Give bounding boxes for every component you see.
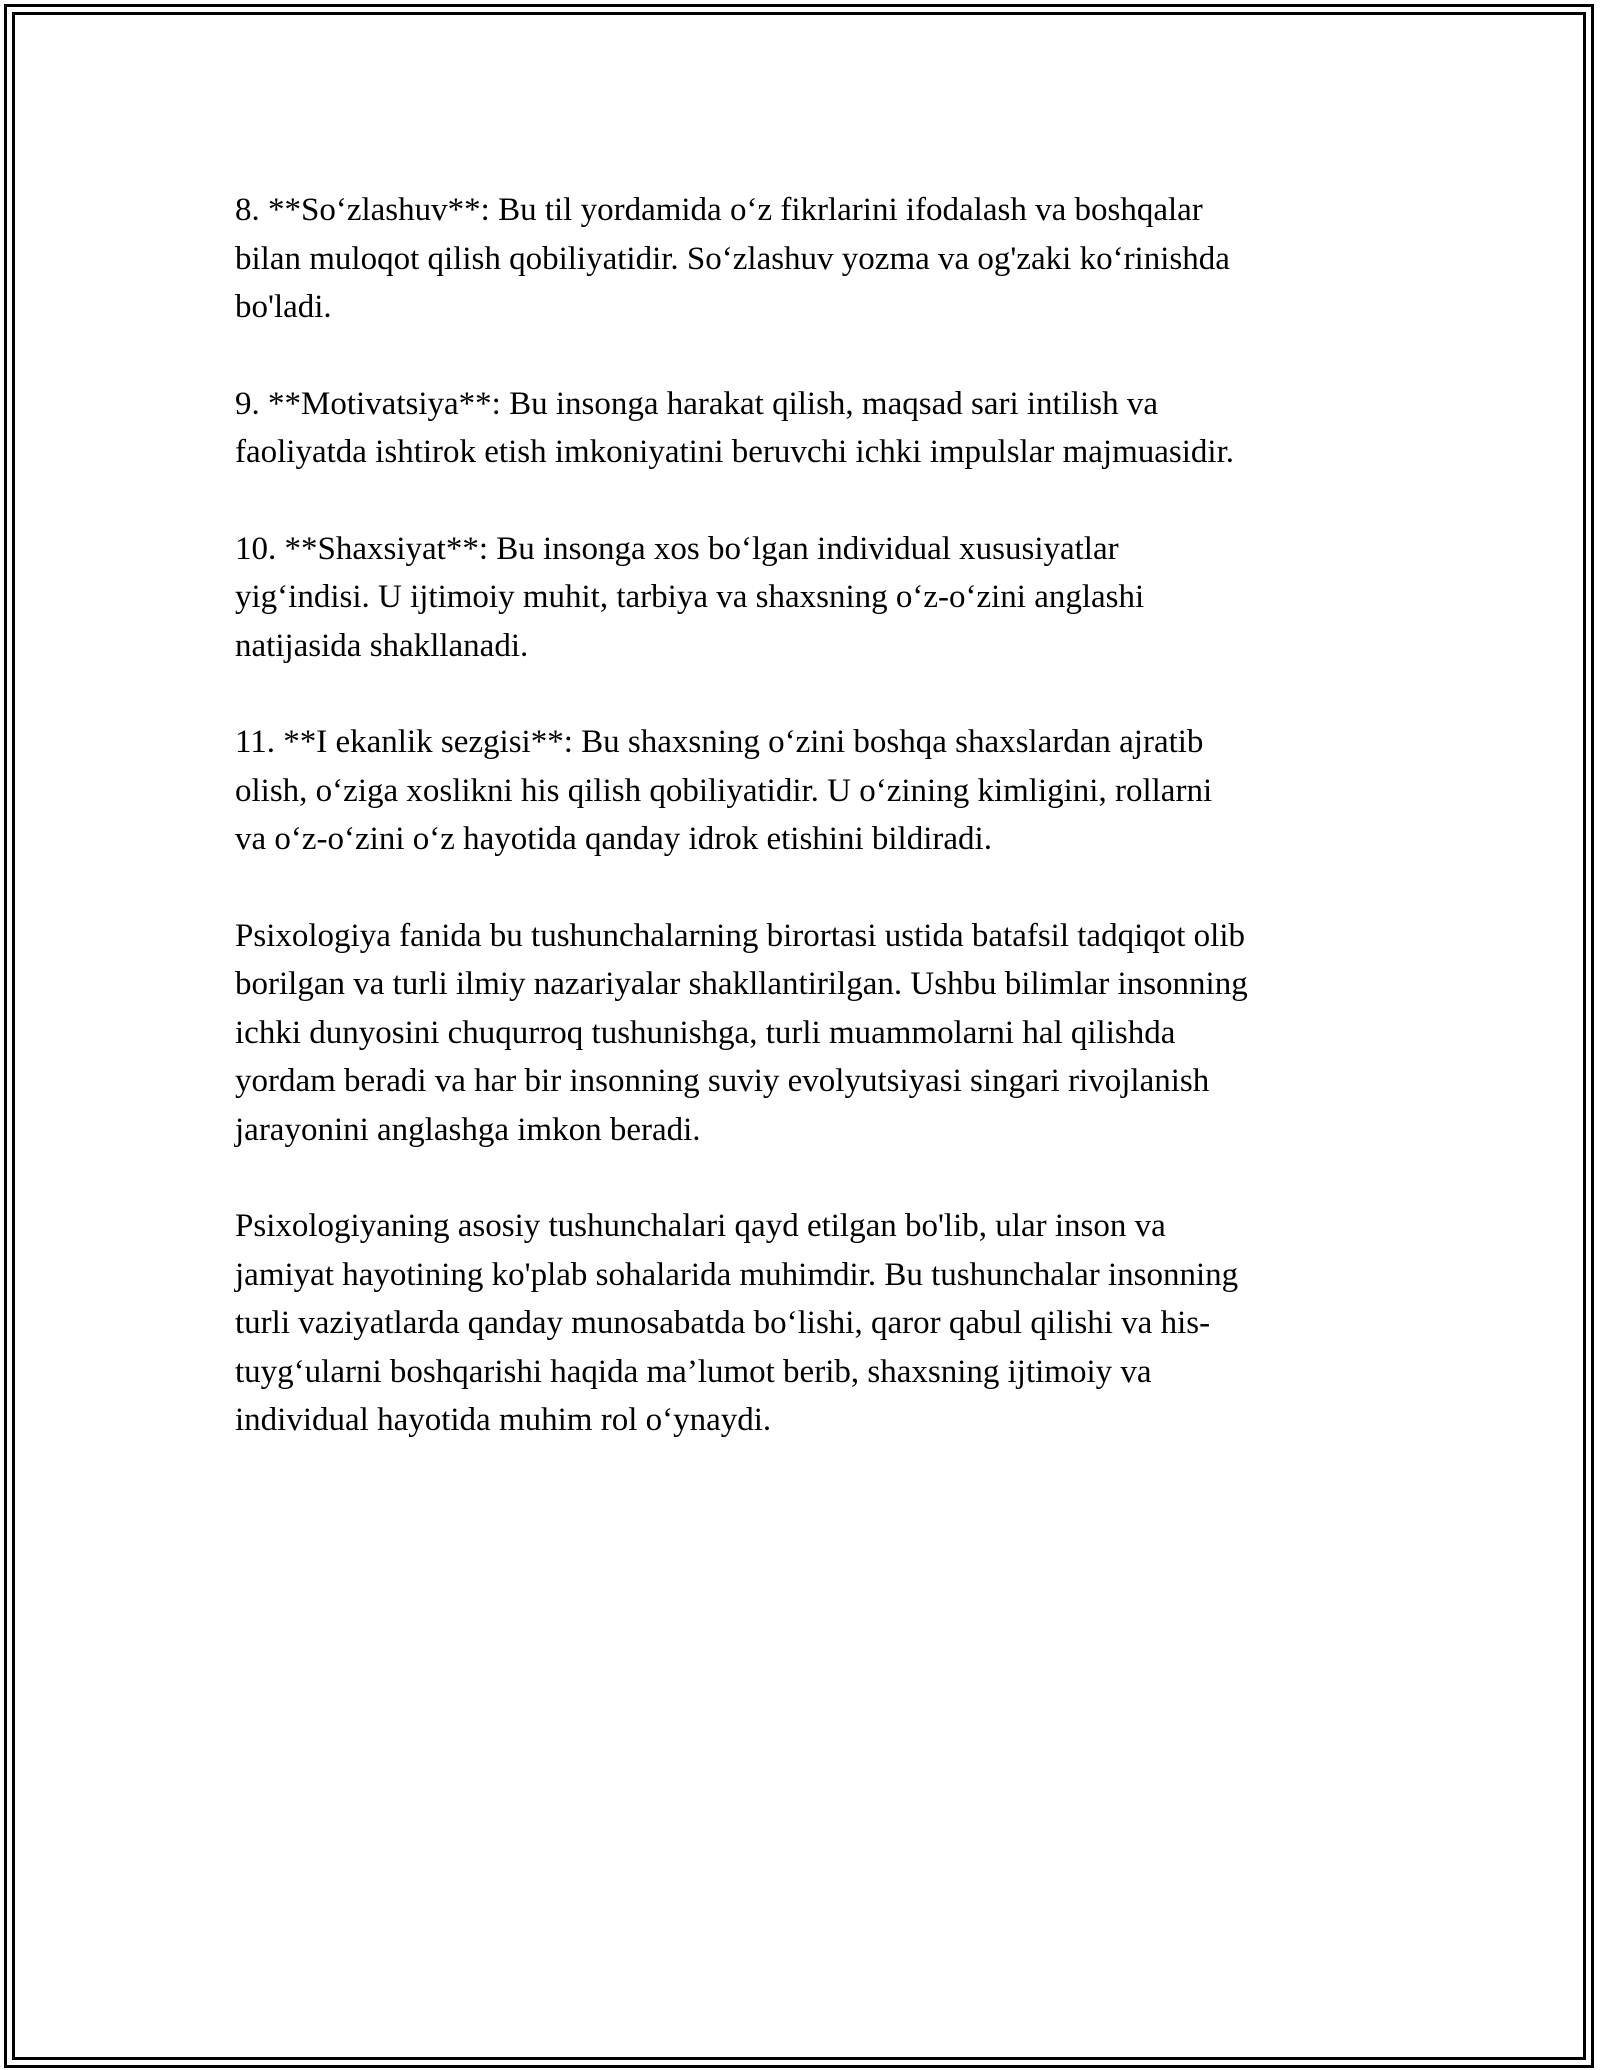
text-line: olish, o‘ziga xoslikni his qilish qobiliyatidir. U o‘zining kimligini, rollarni (235, 772, 1213, 809)
paragraph-shaxsiyat (235, 525, 1365, 671)
text-line: yordam beradi va har bir insonning suviy evolyutsiyasi singari rivojlanish (235, 1063, 1210, 1099)
text-line: ichki dunyosini chuqurroq tushunishga, turli muammolarni hal qilishda (235, 1014, 1176, 1051)
paragraph-motivatsiya (235, 380, 1365, 477)
text-line: Psixologiya fanida bu tushunchalarning birortasi ustida batafsil tadqiqot olib (235, 917, 1245, 954)
text-line: 8. **So‘zlashuv**: Bu til yordamida o‘z fikrlarini ifodalash va boshqalar (235, 192, 1203, 228)
text-line: bo'ladi. (235, 289, 332, 325)
text-line: yig‘indisi. U ijtimoiy muhit, tarbiya va shaxsning o‘z-o‘zini anglashi (235, 579, 1145, 615)
text-line: jarayonini anglashga imkon beradi. (235, 1111, 701, 1148)
text-line: bilan muloqot qilish qobiliyatidir. So‘zlashuv yozma va og'zaki ko‘rinishda (235, 240, 1230, 277)
text-line: jamiyat hayotining ko'plab sohalarida muhimdir. Bu tushunchalar insonning (235, 1256, 1239, 1293)
paragraph-conclusion (235, 1202, 1365, 1445)
text-line: borilgan va turli ilmiy nazariyalar shakllantirilgan. Ushbu bilimlar insonning (235, 966, 1248, 1002)
text-line: tuyg‘ularni boshqarishi haqida ma’lumot berib, shaxsning ijtimoiy va (235, 1353, 1152, 1390)
text-line: turli vaziyatlarda qanday munosabatda bo‘lishi, qaror qabul qilishi va his- (235, 1305, 1211, 1341)
paragraph-sozlashuv (235, 186, 1365, 332)
text-line: 10. **Shaxsiyat**: Bu insonga xos bo‘lgan individual xususiyatlar (235, 530, 1119, 567)
text-line: natijasida shakllanadi. (235, 627, 529, 664)
text-line: va o‘z-o‘zini o‘z hayotida qanday idrok etishini bildiradi. (235, 821, 992, 857)
text-line: 11. **I ekanlik sezgisi**: Bu shaxsning o‘zini boshqa shaxslardan ajratib (235, 724, 1204, 760)
text-line: 9. **Motivatsiya**: Bu insonga harakat qilish, maqsad sari intilish va (235, 385, 1158, 422)
paragraph-psixologiya-fanida (235, 912, 1365, 1155)
text-line: individual hayotida muhim rol o‘ynaydi. (235, 1402, 772, 1438)
document-body (235, 186, 1365, 1493)
text-line: Psixologiyaning asosiy tushunchalari qayd etilgan bo'lib, ular inson va (235, 1208, 1166, 1244)
paragraph-i-ekanlik-sezgisi (235, 718, 1365, 864)
text-line: faoliyatda ishtirok etish imkoniyatini beruvchi ichki impulslar majmuasidir. (235, 434, 1234, 470)
